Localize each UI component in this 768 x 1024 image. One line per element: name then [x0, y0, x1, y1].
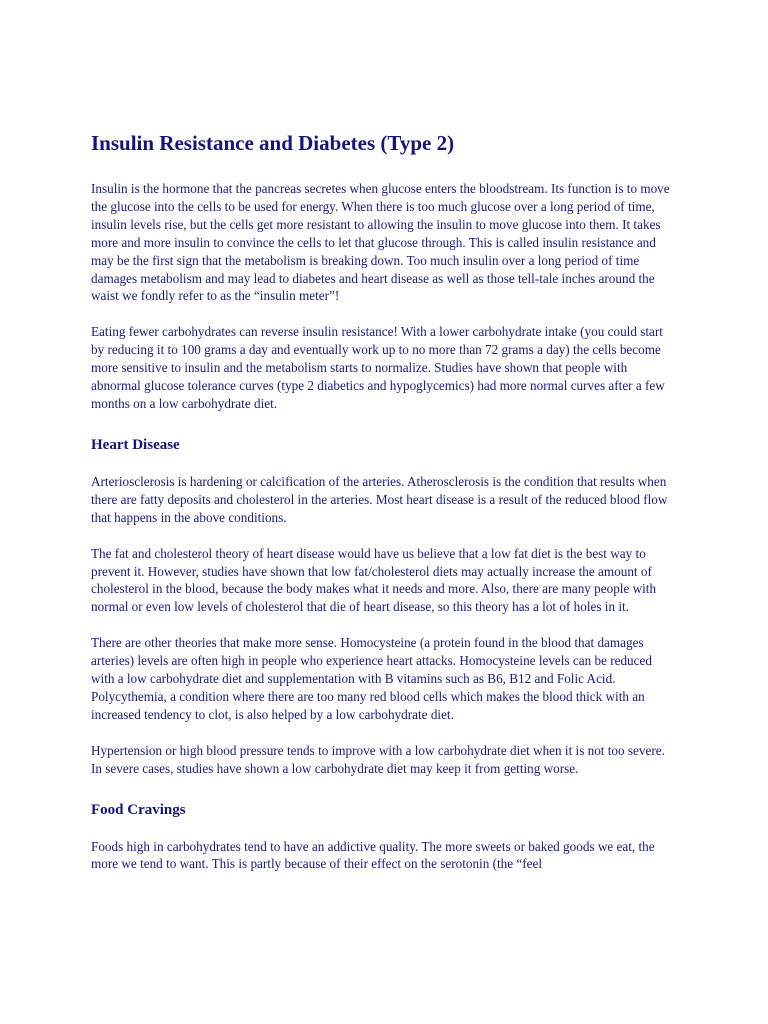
paragraph-insulin-hormone: Insulin is the hormone that the pancreas secretes when glucose enters the bloodstream. Its function is to move the glucose into the cells to be used for energy. When there is too much glucose over a long period of time, insulin levels rise, but the cells get more resistant to allowing the insulin to move glucose into them. It takes more and more insulin to convince the cells to let that glucose through. This is called insulin resistance and may be the first sign that the metabolism is breaking down. Too much insulin over a long period of time damages metabolism and may lead to diabetes and heart disease as well as those tell-tale inches around the waist we fondly refer to as the “insulin meter”!: [91, 181, 670, 304]
food-cravings-heading: Food Cravings: [91, 801, 186, 818]
paragraph-food-cravings: Foods high in carbohydrates tend to have an addictive quality. The more sweets or baked goods we eat, the more we tend to want. This is partly because of their effect on the serotonin (the “feel: [91, 838, 655, 872]
document-content: [91, 128, 677, 891]
paragraph-homocysteine: There are other theories that make more sense. Homocysteine (a protein found in the blood that damages arteries) levels are often high in people who experience heart attacks. Homocysteine levels can be reduced with a low carbohydrate diet and supplementation with B vitamins such as B6, B12 and Folic Acid. Polycythemia, a condition where there are too many red blood cells which makes the blood thick with an increased tendency to clot, is also helped by a low carbohydrate diet.: [91, 635, 652, 722]
paragraph-arteriosclerosis: Arteriosclerosis is hardening or calcification of the arteries. Atherosclerosis is the condition that results when there are fatty deposits and cholesterol in the arteries. Most heart disease is a result of the reduced blood flow that happens in the above conditions.: [91, 473, 668, 525]
document-title: Insulin Resistance and Diabetes (Type 2): [91, 131, 455, 155]
paragraph-hypertension: Hypertension or high blood pressure tends to improve with a low carbohydrate diet when it is not too severe. In severe cases, studies have shown a low carbohydrate diet may keep it from getting worse.: [91, 742, 665, 776]
heart-disease-heading: Heart Disease: [91, 436, 180, 453]
paragraph-fewer-carbohydrates: Eating fewer carbohydrates can reverse insulin resistance! With a lower carbohydrate intake (you could start by reducing it to 100 grams a day and eventually work up to no more than 72 grams a day) the cells become more sensitive to insulin and the metabolism starts to normalize. Studies have shown that people with abnormal glucose tolerance curves (type 2 diabetics and hypoglycemics) had more normal curves after a few months on a low carbohydrate diet.: [91, 324, 665, 411]
paragraph-fat-cholesterol-theory: The fat and cholesterol theory of heart disease would have us believe that a low fat diet is the best way to prevent it. However, studies have shown that low fat/cholesterol diets may actually increase the amount of cholesterol in the blood, because the body makes what it needs and more. Also, there are many people with normal or even low levels of cholesterol that die of heart disease, so this theory has a lot of holes in it.: [91, 545, 657, 615]
